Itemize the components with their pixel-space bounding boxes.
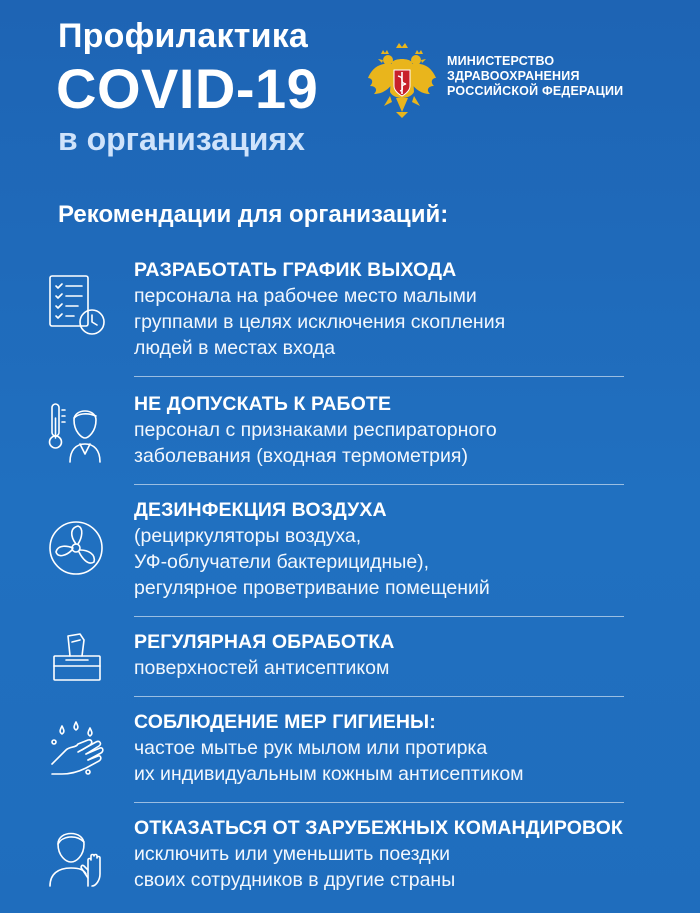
item-2-text <box>134 392 634 469</box>
item-1-line-1: персонала на рабочее место малыми <box>134 285 477 307</box>
item-2-line-1: персонал с признаками респираторного <box>134 419 497 441</box>
ministry-name <box>447 54 623 99</box>
item-6-heading: ОТКАЗАТЬСЯ ОТ ЗАРУБЕЖНЫХ КОМАНДИРОВОК <box>134 817 623 839</box>
ministry-line-3: РОССИЙСКОЙ ФЕДЕРАЦИИ <box>447 84 624 98</box>
item-4-heading: РЕГУЛЯРНАЯ ОБРАБОТКА <box>134 631 395 653</box>
item-3-line-2: УФ-облучатели бактерицидные), <box>134 551 430 573</box>
divider-5 <box>134 802 624 803</box>
title-line-1: Профилактика <box>58 17 309 55</box>
wipes-box-icon <box>48 626 108 692</box>
item-3-line-1: (рециркуляторы воздуха, <box>134 525 362 547</box>
divider-3 <box>134 616 624 617</box>
schedule-checklist-clock-icon <box>48 272 108 338</box>
divider-4 <box>134 696 624 697</box>
item-1-line-3: людей в местах входа <box>134 337 336 359</box>
item-6-line-1: исключить или уменьшить поездки <box>134 843 450 865</box>
item-2-heading: НЕ ДОПУСКАТЬ К РАБОТЕ <box>134 393 392 415</box>
fan-recirculator-icon <box>48 514 108 580</box>
item-5-heading: СОБЛЮДЕНИЕ МЕР ГИГИЕНЫ: <box>134 711 436 733</box>
thermometer-person-icon <box>48 398 108 464</box>
item-4-text <box>134 630 634 681</box>
item-5-text <box>134 710 634 787</box>
title-line-3: в организациях <box>58 121 305 157</box>
item-5-line-2: их индивидуальным кожным антисептиком <box>134 763 524 785</box>
item-2-line-2: заболевания (входная термометрия) <box>134 445 468 467</box>
section-heading: Рекомендации для организаций: <box>58 201 449 228</box>
ministry-line-1: МИНИСТЕРСТВО <box>447 54 555 68</box>
item-1-heading: РАЗРАБОТАТЬ ГРАФИК ВЫХОДА <box>134 259 457 281</box>
item-3-text <box>134 498 634 601</box>
item-6-text <box>134 816 634 893</box>
stop-travel-person-icon <box>48 822 108 888</box>
item-3-heading: ДЕЗИНФЕКЦИЯ ВОЗДУХА <box>134 499 387 521</box>
ministry-line-2: ЗДРАВООХРАНЕНИЯ <box>447 69 580 83</box>
divider-1 <box>134 376 624 377</box>
item-1-text <box>134 258 634 361</box>
item-4-line-1: поверхностей антисептиком <box>134 657 390 679</box>
title-line-2: COVID-19 <box>56 57 319 120</box>
item-1-line-2: группами в целях исключения скопления <box>134 311 506 333</box>
item-5-line-1: частое мытье рук мылом или протирка <box>134 737 488 759</box>
hand-washing-icon <box>48 720 108 786</box>
emblem-icon <box>366 42 438 120</box>
item-3-line-3: регулярное проветривание помещений <box>134 577 490 599</box>
divider-2 <box>134 484 624 485</box>
item-6-line-2: своих сотрудников в другие страны <box>134 869 456 891</box>
